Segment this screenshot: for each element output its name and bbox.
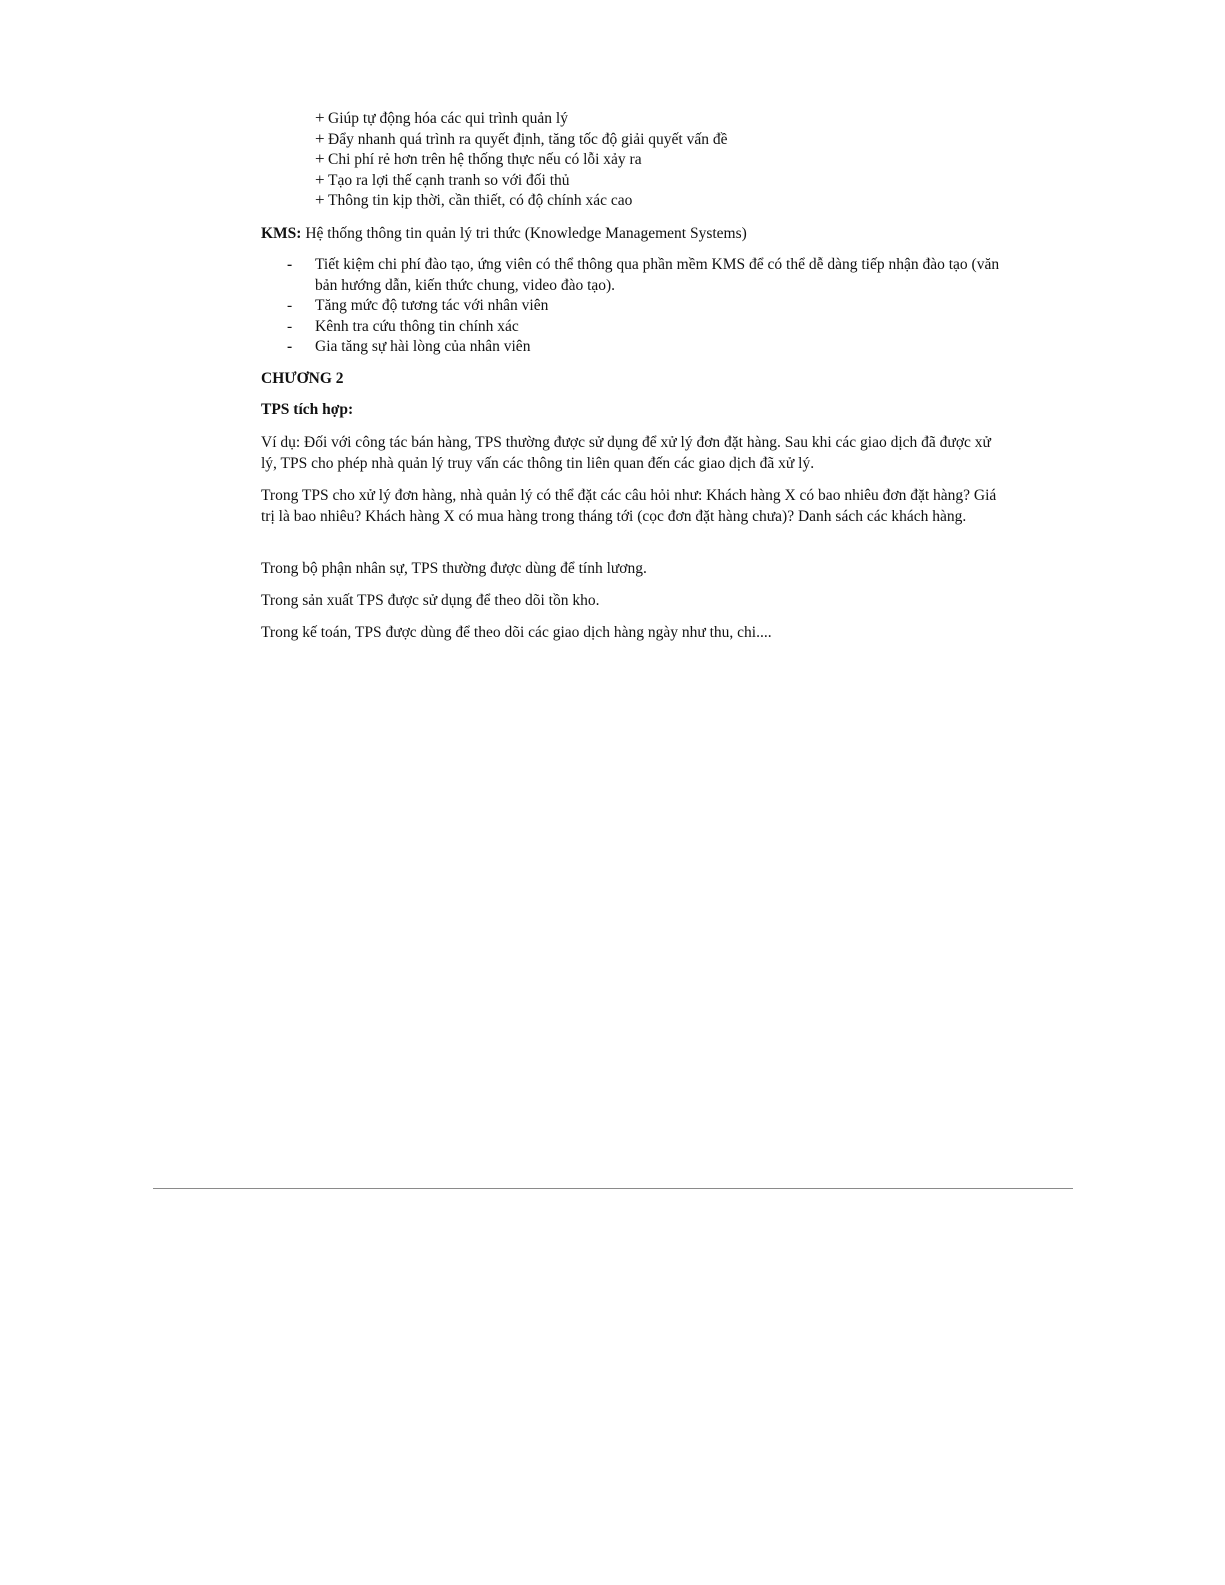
- list-item-text: Chi phí rẻ hơn trên hệ thống thực nếu có lỗi xảy ra: [328, 151, 642, 169]
- list-item-text: Đẩy nhanh quá trình ra quyết định, tăng tốc độ giải quyết vấn đề: [328, 130, 728, 148]
- paragraph: Ví dụ: Đối với công tác bán hàng, TPS thường được sử dụng để xử lý đơn đặt hàng. Sau khi các giao dịch đã được xử lý, TPS cho phép nhà quản lý truy vấn các thông tin liên quan đến các giao dịch đã xử lý.: [261, 434, 991, 472]
- list-item: [315, 129, 1015, 150]
- paragraph: Trong TPS cho xử lý đơn hàng, nhà quản lý có thể đặt các câu hỏi như: Khách hàng X có bao nhiêu đơn đặt hàng? Giá trị là bao nhiêu? Khách hàng X có mua hàng trong tháng tới (cọc đơn đặt hàng chưa)? Danh sách các khách hàng.: [261, 487, 997, 525]
- list-item: [287, 296, 1012, 317]
- list-item: [315, 149, 1015, 170]
- list-item-text: Gia tăng sự hài lòng của nhân viên: [315, 338, 531, 355]
- list-item-text: Tăng mức độ tương tác với nhân viên: [315, 297, 549, 314]
- list-item-text: Tiết kiệm chi phí đào tạo, ứng viên có thể thông qua phần mềm KMS để có thể dễ dàng tiếp nhận đào tạo (văn bản hướng dẫn, kiến thức chung, video đào tạo).: [315, 256, 1000, 294]
- footer-divider: [153, 1188, 1073, 1189]
- dash-marker: -: [287, 256, 293, 273]
- list-item: [315, 170, 1015, 191]
- plus-marker: +: [315, 108, 325, 127]
- list-item-text: Tạo ra lợi thế cạnh tranh so với đối thủ: [328, 171, 570, 189]
- chapter-title: CHƯƠNG 2: [261, 370, 344, 387]
- kms-heading: [261, 224, 747, 244]
- kms-label: KMS:: [261, 225, 302, 242]
- list-item: [315, 108, 1015, 129]
- kms-description: Hệ thống thông tin quản lý tri thức (Knowledge Management Systems): [301, 225, 747, 242]
- list-item-text: Kênh tra cứu thông tin chính xác: [315, 317, 519, 335]
- dash-marker: -: [287, 338, 293, 355]
- plus-bullet-list: [315, 108, 1015, 211]
- section-title: TPS tích hợp:: [261, 401, 354, 418]
- dash-marker: -: [287, 317, 293, 335]
- list-item: [287, 337, 1012, 358]
- paragraph: Trong kế toán, TPS được dùng để theo dõi các giao dịch hàng ngày như thu, chi....: [261, 624, 772, 641]
- list-item-text: Thông tin kịp thời, cần thiết, có độ chính xác cao: [328, 192, 633, 210]
- list-item-text: Giúp tự động hóa các qui trình quản lý: [328, 110, 568, 127]
- plus-marker: +: [315, 128, 325, 148]
- kms-bullet-list: [287, 255, 1012, 358]
- plus-marker: +: [315, 149, 325, 169]
- plus-marker: +: [315, 190, 325, 210]
- list-item: [315, 190, 1015, 211]
- list-item: [287, 317, 1012, 338]
- list-item: [287, 255, 1012, 296]
- dash-marker: -: [287, 297, 293, 314]
- paragraph: Trong sản xuất TPS được sử dụng để theo dõi tồn kho.: [261, 592, 600, 609]
- plus-marker: +: [315, 169, 325, 189]
- paragraph: Trong bộ phận nhân sự, TPS thường được dùng để tính lương.: [261, 560, 647, 577]
